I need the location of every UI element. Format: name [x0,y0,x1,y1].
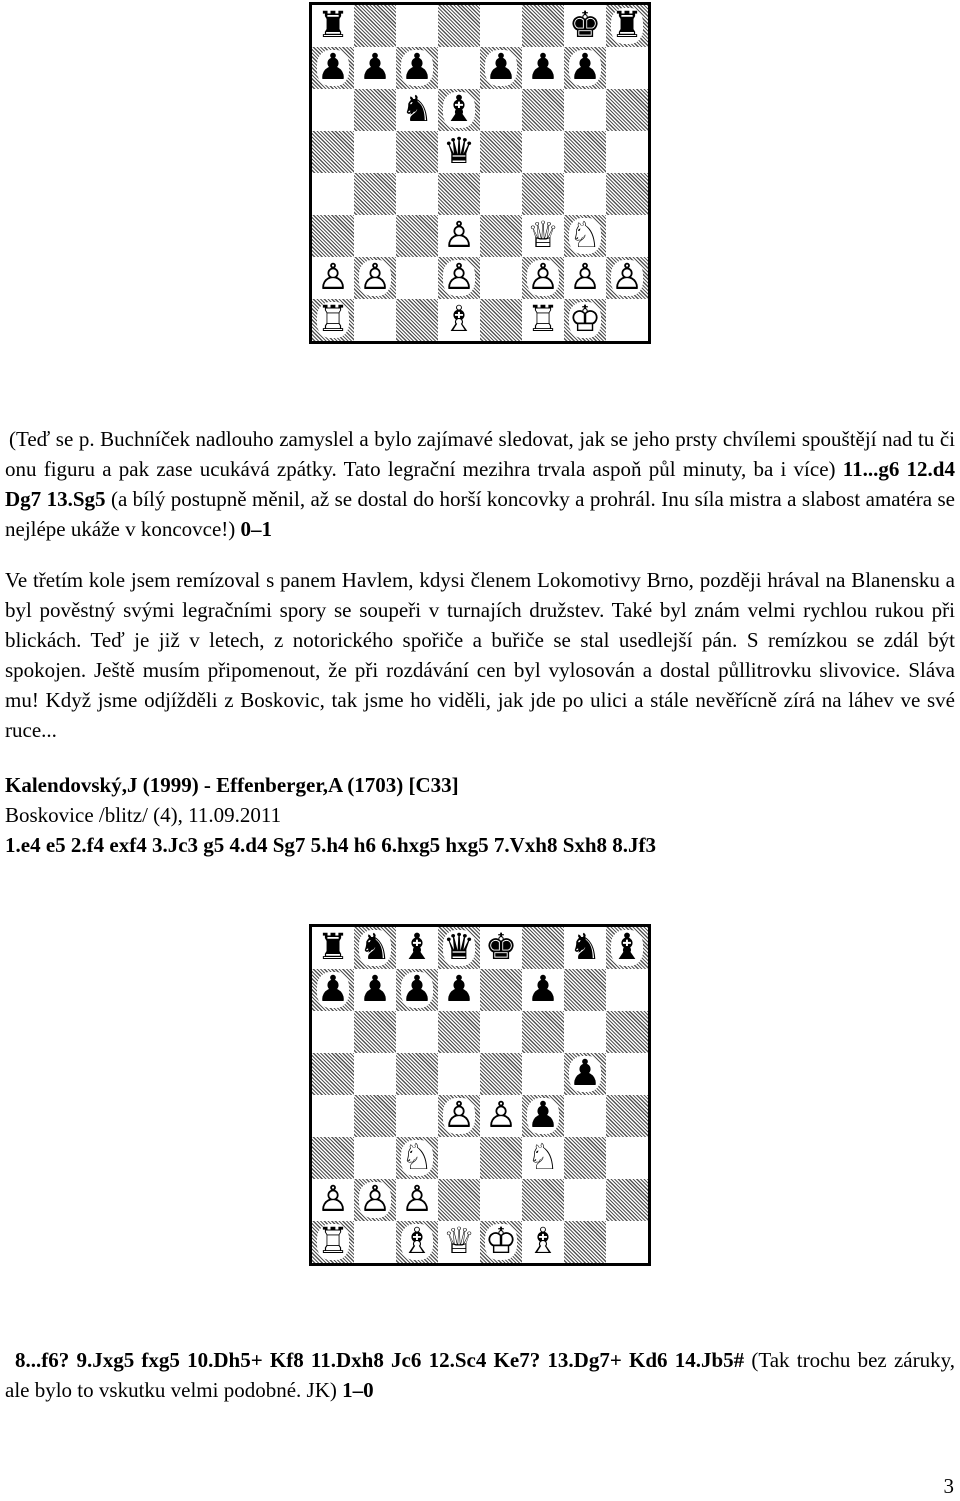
board-square [522,1137,564,1179]
board-square [396,1053,438,1095]
board-square [480,5,522,47]
black-queen-icon: ♛︎ [442,131,476,172]
board-square [564,969,606,1011]
board-square [312,1137,354,1179]
board-square [354,1137,396,1179]
board-square [396,89,438,131]
black-pawn-icon: ♟︎ [400,47,434,88]
white-pawn-icon: ♙︎ [526,257,560,298]
board-square [606,5,648,47]
board-square [312,969,354,1011]
black-bishop-icon: ♝︎ [442,89,476,130]
board-square [564,173,606,215]
black-bishop-icon: ♝︎ [610,927,644,968]
board-square [312,1053,354,1095]
white-knight-icon: ♘︎ [400,1137,434,1178]
game-result: 0–1 [240,517,273,541]
black-rook-icon: ♜︎ [316,5,350,46]
board-square [522,1221,564,1263]
board-square [606,47,648,89]
board-square [396,5,438,47]
board-square [354,131,396,173]
chess-diagram-2 [309,924,651,1266]
black-knight-icon: ♞︎ [400,89,434,130]
moves-text: 11...g6 12.d4 Dg7 13.Sg5 [5,457,955,511]
board-square [606,1053,648,1095]
board-square [312,131,354,173]
board-square [354,1053,396,1095]
board-square [564,131,606,173]
board-square [606,173,648,215]
board-square [396,1095,438,1137]
board-square [522,131,564,173]
board-square [312,1221,354,1263]
commentary-paragraph-2 [5,1345,955,1405]
board-square [480,215,522,257]
board-square [354,1221,396,1263]
board-square [312,1011,354,1053]
white-pawn-icon: ♙︎ [358,257,392,298]
board-square [354,927,396,969]
board-square [438,1179,480,1221]
board-square [606,1011,648,1053]
white-pawn-icon: ♙︎ [358,1179,392,1220]
black-pawn-icon: ♟︎ [358,969,392,1010]
white-pawn-icon: ♙︎ [316,257,350,298]
board-square [438,89,480,131]
board-square [564,1221,606,1263]
board-square [396,1179,438,1221]
board-square [396,47,438,89]
board-square [354,5,396,47]
board-square [522,89,564,131]
game-moves: 1.e4 e5 2.f4 exf4 3.Jc3 g5 4.d4 Sg7 5.h4 h6 6.hxg5 hxg5 7.Vxh8 Sxh8 8.Jf3 [5,833,657,857]
commentary-text: (a bílý postupně měnil, až se dostal do horší koncovky a prohrál. Inu síla mistra a slabost amatéra se nejlépe ukáže v koncovce!) [5,487,955,541]
board-square [480,173,522,215]
board-square [312,89,354,131]
board-square [522,1095,564,1137]
board-square [312,5,354,47]
black-pawn-icon: ♟︎ [526,969,560,1010]
game-players: Kalendovský,J (1999) - Effenberger,A (1703) [C33] [5,773,459,797]
board-square [438,131,480,173]
white-rook-icon: ♖︎ [316,1221,350,1262]
white-queen-icon: ♕︎ [442,1221,476,1262]
board-square [396,257,438,299]
board-square [438,5,480,47]
board-square [564,1137,606,1179]
board-square [396,1011,438,1053]
black-pawn-icon: ♟︎ [442,969,476,1010]
board-square [312,299,354,341]
board-square [438,299,480,341]
board-square [438,47,480,89]
board-square [564,47,606,89]
board-square [354,969,396,1011]
board-square [606,257,648,299]
board-square [354,299,396,341]
board-square [438,257,480,299]
board-square [606,969,648,1011]
board-square [522,257,564,299]
board-square [312,173,354,215]
white-pawn-icon: ♙︎ [442,257,476,298]
commentary-text: (Tak trochu bez záruky, ale bylo to vskutku velmi podobné. JK) [5,1348,955,1402]
board-square [396,299,438,341]
board-square [480,257,522,299]
white-rook-icon: ♖︎ [526,299,560,340]
board-square [438,173,480,215]
board-square [522,1179,564,1221]
board-square [522,927,564,969]
commentary-paragraph-1 [5,424,955,544]
white-knight-icon: ♘︎ [568,215,602,256]
board-square [564,299,606,341]
board-square [522,5,564,47]
white-bishop-icon: ♗︎ [526,1221,560,1262]
board-square [606,131,648,173]
black-pawn-icon: ♟︎ [526,47,560,88]
black-king-icon: ♚︎ [568,5,602,46]
black-pawn-icon: ♟︎ [316,969,350,1010]
board-square [564,927,606,969]
board-square [606,215,648,257]
board-square [438,1011,480,1053]
board-square [480,89,522,131]
white-king-icon: ♔︎ [568,299,602,340]
black-queen-icon: ♛︎ [442,927,476,968]
board-square [312,215,354,257]
game-result: 1–0 [342,1378,374,1402]
black-knight-icon: ♞︎ [568,927,602,968]
white-pawn-icon: ♙︎ [442,215,476,256]
black-rook-icon: ♜︎ [610,5,644,46]
board-square [522,47,564,89]
board-square [480,1095,522,1137]
board-square [438,215,480,257]
board-square [438,1221,480,1263]
board-square [522,969,564,1011]
board-square [480,1053,522,1095]
board-square [564,1011,606,1053]
board-square [396,1221,438,1263]
white-knight-icon: ♘︎ [526,1137,560,1178]
moves-text: 8...f6? 9.Jxg5 fxg5 10.Dh5+ Kf8 11.Dxh8 Jc6 12.Sc4 Ke7? 13.Dg7+ Kd6 14.Jb5# [15,1348,745,1372]
board-square [606,1137,648,1179]
board-square [606,1179,648,1221]
white-bishop-icon: ♗︎ [442,299,476,340]
board-square [396,215,438,257]
board-square [438,969,480,1011]
board-square [354,1179,396,1221]
board-square [522,173,564,215]
board-square [354,173,396,215]
board-square [606,299,648,341]
narrative-paragraph: Ve třetím kole jsem remízoval s panem Havlem, kdysi členem Lokomotivy Brno, později hrával na Blanensku a byl pověstný svými legračními spory se soupeři v turnajích družstev. Také byl znám velmi rychlou rukou při blickách. Teď je již v letech, z notorického spořiče a buřiče se stal usedlejší pán. S remízkou se zdál být spokojen. Ještě musím připomenout, že při rozdávání cen byl vylosován a dostal půllitrovku slivovice. Sláva mu! Když jsme odjížděli z Boskovic, tak jsme ho viděli, jak jde po ulici a stále nevěřícně zírá na láhev ve své ruce... [5,568,955,742]
white-king-icon: ♔︎ [484,1221,518,1262]
board-square [438,1053,480,1095]
black-knight-icon: ♞︎ [358,927,392,968]
black-pawn-icon: ♟︎ [526,1095,560,1136]
board-square [606,1221,648,1263]
board-square [312,1095,354,1137]
board-square [522,299,564,341]
board-square [438,1137,480,1179]
board-square [480,131,522,173]
board-square [564,1053,606,1095]
board-square [354,47,396,89]
board-square [354,1095,396,1137]
commentary-text: (Teď se p. Buchníček nadlouho zamyslel a bylo zajímavé sledovat, jak se jeho prsty chvílemi spouštějí nad tu či onu figuru a pak zase ucukává zpátky. Tato legrační mezihra trvala aspoň půl minuty, ba i více) [5,427,955,481]
black-pawn-icon: ♟︎ [568,1053,602,1094]
black-pawn-icon: ♟︎ [400,969,434,1010]
game-header [5,770,955,860]
board-square [396,131,438,173]
black-pawn-icon: ♟︎ [316,47,350,88]
board-square [564,5,606,47]
board-square [354,1011,396,1053]
board-square [312,927,354,969]
board-square [480,927,522,969]
board-square [354,215,396,257]
board-square [480,1011,522,1053]
white-bishop-icon: ♗︎ [400,1221,434,1262]
white-queen-icon: ♕︎ [526,215,560,256]
white-pawn-icon: ♙︎ [442,1095,476,1136]
board-square [396,173,438,215]
black-pawn-icon: ♟︎ [568,47,602,88]
black-pawn-icon: ♟︎ [484,47,518,88]
black-king-icon: ♚︎ [484,927,518,968]
board-square [564,1179,606,1221]
page-number: 3 [943,1474,954,1498]
game-event: Boskovice /blitz/ (4), 11.09.2011 [5,803,282,827]
white-pawn-icon: ♙︎ [484,1095,518,1136]
board-square [606,89,648,131]
board-square [480,47,522,89]
board-square [522,215,564,257]
board-square [480,1137,522,1179]
board-square [480,1221,522,1263]
board-square [522,1053,564,1095]
white-pawn-icon: ♙︎ [316,1179,350,1220]
board-square [564,89,606,131]
board-square [396,969,438,1011]
board-square [564,215,606,257]
board-square [354,257,396,299]
board-square [312,1179,354,1221]
white-pawn-icon: ♙︎ [610,257,644,298]
board-square [480,299,522,341]
board-square [312,47,354,89]
white-pawn-icon: ♙︎ [568,257,602,298]
board-square [606,1095,648,1137]
white-pawn-icon: ♙︎ [400,1179,434,1220]
black-rook-icon: ♜︎ [316,927,350,968]
board-square [354,89,396,131]
board-square [312,257,354,299]
board-square [438,927,480,969]
board-square [438,1095,480,1137]
black-bishop-icon: ♝︎ [400,927,434,968]
board-square [522,1011,564,1053]
board-square [480,1179,522,1221]
white-rook-icon: ♖︎ [316,299,350,340]
board-square [480,969,522,1011]
board-square [564,1095,606,1137]
black-pawn-icon: ♟︎ [358,47,392,88]
chess-diagram-1 [309,2,651,344]
board-square [606,927,648,969]
board-square [564,257,606,299]
board-square [396,1137,438,1179]
board-square [396,927,438,969]
